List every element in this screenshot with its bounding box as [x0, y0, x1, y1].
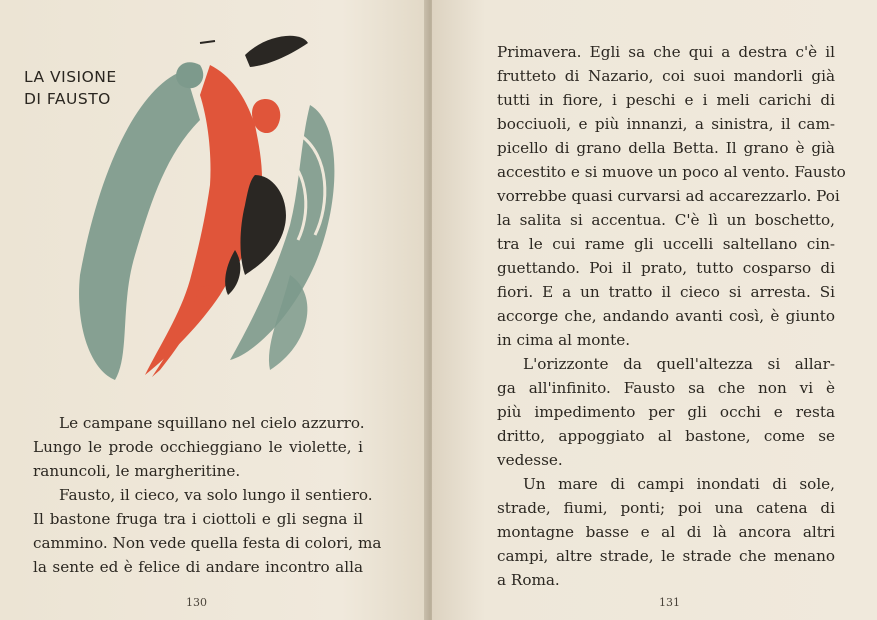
text-line: la salita si accentua. C'è lì un boschetto,	[497, 211, 835, 229]
text-line: la sente ed è felice di andare incontro alla	[33, 558, 363, 576]
text-line: L'orizzonte da quell'altezza si allar-	[523, 355, 835, 373]
text-line: Il bastone fruga tra i ciottoli e gli segna il	[33, 510, 363, 528]
text-line: dritto, appoggiato al bastone, come se	[497, 427, 835, 445]
text-line: picello di grano della Betta. Il grano è già	[497, 139, 835, 157]
paragraph	[33, 483, 382, 579]
paragraph	[497, 352, 835, 472]
text-line: strade, fiumi, ponti; poi una catena di	[497, 499, 835, 517]
text-line: tutti in fiore, i peschi e i meli carichi di	[497, 91, 835, 109]
text-line: accorge che, andando avanti così, è giunto	[497, 307, 835, 325]
text-line: Lungo le prode occhieggiano le violette, i	[33, 438, 363, 456]
text-line: frutteto di Nazario, coi suoi mandorli già	[497, 67, 835, 85]
text-line: accestito e si muove un poco al vento. Fausto	[497, 163, 846, 181]
text-line: vedesse.	[497, 451, 563, 469]
text-line: Primavera. Egli sa che qui a destra c'è il	[497, 43, 835, 61]
left-page-text	[33, 411, 382, 579]
text-line: ga all'infinito. Fausto sa che non vi è	[497, 379, 835, 397]
text-line: Le campane squillano nel cielo azzurro.	[59, 414, 365, 432]
right-page-text	[497, 40, 846, 592]
text-line: più impedimento per gli occhi e resta	[497, 403, 835, 421]
paragraph	[497, 472, 835, 592]
text-line: guettando. Poi il prato, tutto cosparso di	[497, 259, 835, 277]
paragraph	[497, 40, 846, 352]
text-line: cammino. Non vede quella festa di colori, ma	[33, 534, 382, 552]
chapter-title-line-1: LA VISIONE	[24, 68, 117, 86]
left-page	[0, 0, 428, 620]
text-line: in cima al monte.	[497, 331, 631, 349]
page-number: 131	[659, 596, 680, 609]
winged-figure-icon	[60, 25, 360, 390]
text-line: ranuncoli, le margheritine.	[33, 462, 241, 480]
text-line: vorrebbe quasi curvarsi ad accarezzarlo. Poi	[497, 187, 840, 205]
text-line: fiori. E a un tratto il cieco si arresta. Si	[497, 283, 835, 301]
text-line: a Roma.	[497, 571, 560, 589]
page-number: 130	[186, 596, 207, 609]
chapter-title-line-2: DI FAUSTO	[24, 90, 111, 108]
text-line: bocciuoli, e più innanzi, a sinistra, il cam-	[497, 115, 835, 133]
text-line: Fausto, il cieco, va solo lungo il sentiero.	[59, 486, 373, 504]
text-line: Un mare di campi inondati di sole,	[523, 475, 835, 493]
text-line: montagne basse e al di là ancora altri	[497, 523, 835, 541]
paragraph	[33, 411, 363, 483]
text-line: tra le cui rame gli uccelli saltellano cin-	[497, 235, 835, 253]
text-line: campi, altre strade, le strade che menano	[497, 547, 835, 565]
